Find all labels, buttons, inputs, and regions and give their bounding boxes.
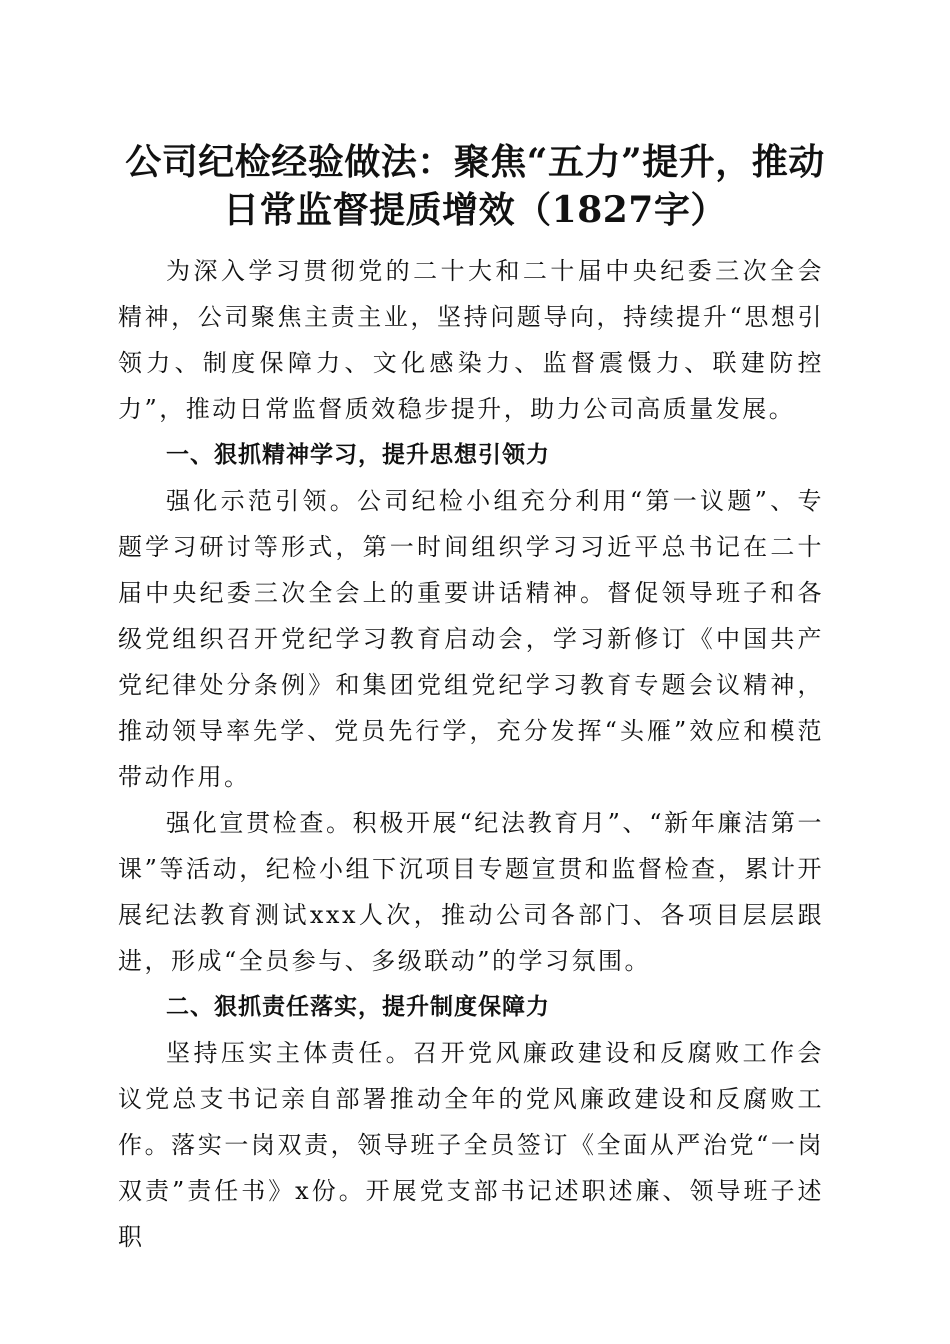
body-paragraph: 坚持压实主体责任。召开党风廉政建设和反腐败工作会议党总支书记亲自部署推动全年的党风廉政建设和反腐败工作。落实一岗双责，领导班子全员签订《全面从严治党“一岗双责”责任书》x份。开展党支部书记述职述廉、领导班子述职 bbox=[118, 1039, 824, 1251]
body-paragraph: 强化宣贯检查。积极开展“纪法教育月”、“新年廉洁第一课”等活动，纪检小组下沉项目专题宣贯和监督检查，累计开展纪法教育测试xxx人次，推动公司各部门、各项目层层跟进，形成“全员参与、多级联动”的学习氛围。 bbox=[118, 809, 824, 975]
body-paragraph: 强化示范引领。公司纪检小组充分利用“第一议题”、专题学习研讨等形式，第一时间组织学习习近平总书记在二十届中央纪委三次全会上的重要讲话精神。督促领导班子和各级党组织召开党纪学习教育启动会，学习新修订《中国共产党纪律处分条例》和集团党组党纪学习教育专题会议精神，推动领导率先学、党员先行学，充分发挥“头雁”效应和模范带动作用。 bbox=[118, 487, 824, 791]
document-title bbox=[0, 138, 950, 234]
document-body bbox=[118, 248, 824, 1260]
section-heading-1: 一、狠抓精神学习，提升思想引领力 bbox=[166, 442, 550, 468]
title-line-2: 日常监督提质增效（1827字） bbox=[223, 189, 727, 231]
intro-paragraph: 为深入学习贯彻党的二十大和二十届中央纪委三次全会精神，公司聚焦主责主业，坚持问题导向，持续提升“思想引领力、制度保障力、文化感染力、监督震慑力、联建防控力”，推动日常监督质效稳步提升，助力公司高质量发展。 bbox=[118, 257, 824, 423]
title-line-1: 公司纪检经验做法：聚焦“五力”提升，推动 bbox=[125, 141, 825, 183]
section-heading-2: 二、狠抓责任落实，提升制度保障力 bbox=[166, 994, 550, 1020]
